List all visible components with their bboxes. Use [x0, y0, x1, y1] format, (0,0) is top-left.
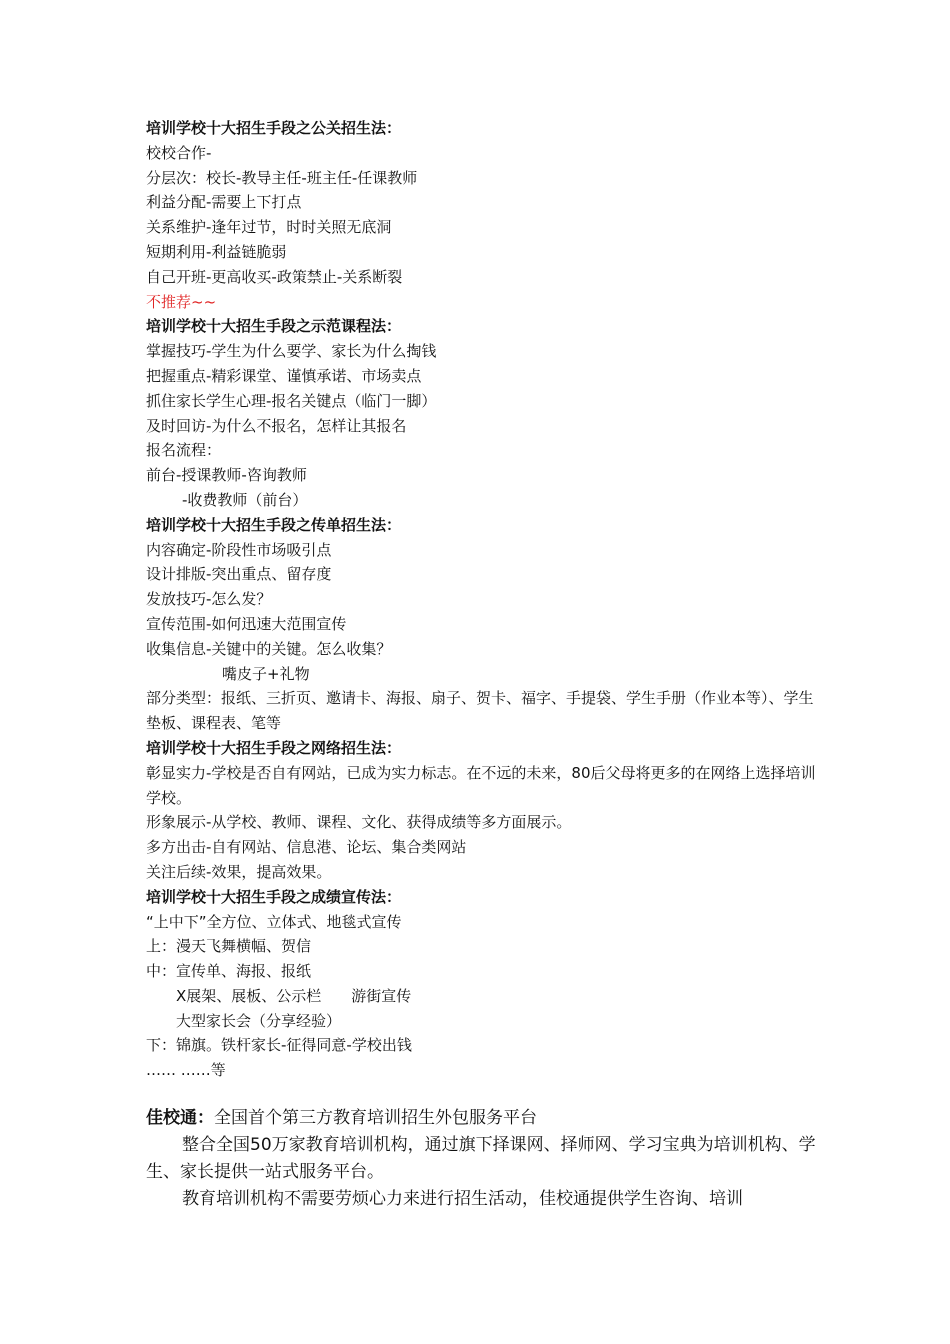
- text-line: 报名流程：: [146, 441, 222, 460]
- spacer: [146, 1083, 826, 1105]
- text-line: 掌握技巧-学生为什么要学、家长为什么掏钱: [146, 342, 437, 361]
- document-page: [146, 116, 826, 1213]
- section-heading-flyer: 培训学校十大招生手段之传单招生法：: [146, 515, 402, 534]
- text-line: 把握重点-精彩课堂、谨慎承诺、市场卖点: [146, 366, 422, 385]
- text-line: 短期利用-利益链脆弱: [146, 242, 287, 261]
- section-heading-demo: 培训学校十大招生手段之示范课程法：: [146, 317, 402, 336]
- text-line: 形象展示-从学校、教师、课程、文化、获得成绩等多方面展示。: [146, 813, 572, 832]
- flyer-types-paragraph: 部分类型：报纸、三折页、邀请卡、海报、扇子、贺卡、福字、手提袋、学生手册（作业本等）、学生垫板、课程表、笔等: [146, 689, 814, 733]
- text-line: 自己开班-更高收买-政策禁止-关系断裂: [146, 267, 403, 286]
- text-line: 上：漫天飞舞横幅、贺信: [146, 937, 312, 956]
- text-line-indented: -收费教师（前台）: [182, 490, 308, 509]
- text-line: 内容确定-阶段性市场吸引点: [146, 540, 332, 559]
- promo-paragraph-1: 整合全国50万家教育培训机构，通过旗下择课网、择师网、学习宝典为培训机构、学生、家长提供一站式服务平台。: [146, 1135, 816, 1183]
- text-line: 校校合作-: [146, 143, 212, 162]
- promo-title: [146, 1105, 826, 1132]
- section-heading-online: 培训学校十大招生手段之网络招生法：: [146, 738, 402, 757]
- text-line: 收集信息-关键中的关键。怎么收集？: [146, 639, 392, 658]
- section-heading-results: 培训学校十大招生手段之成绩宣传法：: [146, 887, 402, 906]
- text-line: 多方出击-自有网站、信息港、论坛、集合类网站: [146, 838, 467, 857]
- section-heading-pr: 培训学校十大招生手段之公关招生法：: [146, 119, 402, 137]
- text-line: 设计排版-突出重点、留存度: [146, 565, 332, 584]
- etc-line: …… ……等: [146, 1061, 226, 1080]
- text-line: 及时回访-为什么不报名，怎样让其报名: [146, 416, 407, 435]
- text-line: 中：宣传单、海报、报纸: [146, 962, 312, 981]
- text-line: 抓住家长学生心理-报名关键点（临门一脚）: [146, 391, 437, 410]
- text-line: 发放技巧-怎么发？: [146, 590, 272, 609]
- text-line: 下：锦旗。铁杆家长-征得同意-学校出钱: [146, 1036, 412, 1055]
- text-line: 关系维护-逢年过节，时时关照无底洞: [146, 218, 392, 237]
- text-line: 分层次：校长-教导主任-班主任-任课教师: [146, 168, 418, 187]
- online-paragraph: 彰显实力-学校是否自有网站，已成为实力标志。在不远的未来，80后父母将更多的在网络上选择培训学校。: [146, 763, 816, 807]
- warning-note: 不推荐~~: [146, 292, 217, 311]
- text-line-indented: 嘴皮子+礼物: [222, 664, 310, 683]
- text-line: 关注后续-效果，提高效果。: [146, 862, 332, 881]
- text-line: 前台-授课教师-咨询教师: [146, 466, 307, 485]
- promo-paragraph-2: 教育培训机构不需要劳烦心力来进行招生活动，佳校通提供学生咨询、培训: [182, 1189, 743, 1210]
- text-line: 利益分配-需要上下打点: [146, 193, 302, 212]
- text-line-indented: 大型家长会（分享经验）: [176, 1011, 342, 1030]
- text-line: “上中下”全方位、立体式、地毯式宣传: [146, 912, 402, 931]
- text-line: 宣传范围-如何迅速大范围宣传: [146, 614, 347, 633]
- promo-tagline: 全国首个第三方教育培训招生外包服务平台: [214, 1108, 537, 1129]
- brand-name: 佳校通：: [146, 1108, 214, 1129]
- text-line-indented: X展架、展板、公示栏 游街宣传: [176, 986, 412, 1005]
